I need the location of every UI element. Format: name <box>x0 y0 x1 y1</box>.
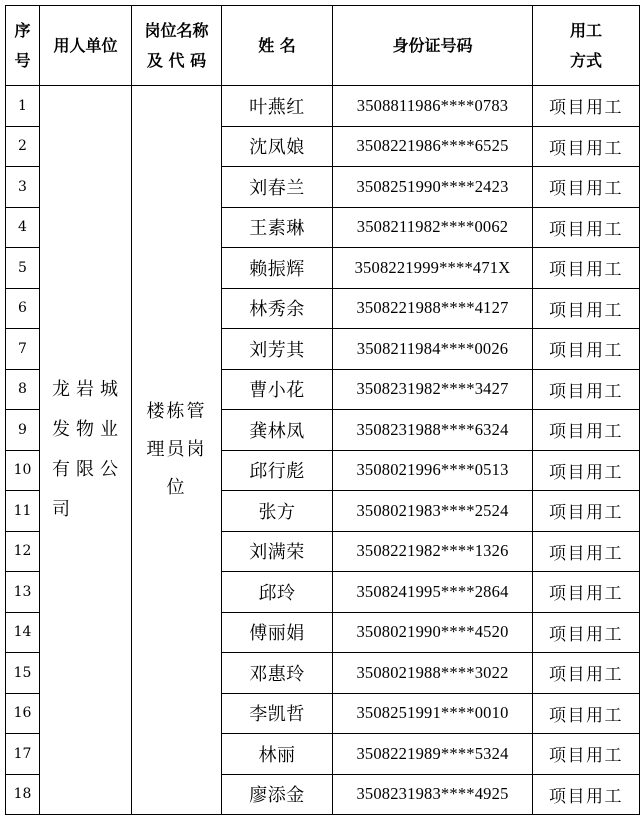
row-name: 林秀余 <box>222 288 333 329</box>
row-employment-mode: 项目用工 <box>533 369 640 410</box>
row-seq: 18 <box>6 774 40 815</box>
header-post-line-1: 岗位名称 <box>144 20 209 40</box>
row-employment-mode: 项目用工 <box>533 86 640 127</box>
row-name: 赖振辉 <box>222 248 333 289</box>
table-body <box>6 86 640 815</box>
header-mode-line-1: 用工 <box>569 20 602 40</box>
row-id-number: 3508021983****2524 <box>333 491 533 532</box>
row-employment-mode: 项目用工 <box>533 734 640 775</box>
row-name: 林丽 <box>222 734 333 775</box>
row-employment-mode: 项目用工 <box>533 167 640 208</box>
row-id-number: 3508221999****471X <box>333 248 533 289</box>
row-name: 曹小花 <box>222 369 333 410</box>
row-id-number: 3508251990****2423 <box>333 167 533 208</box>
header-mode-line-2: 方式 <box>569 50 602 70</box>
table-row <box>6 86 640 127</box>
row-name: 王素琳 <box>222 207 333 248</box>
row-employment-mode: 项目用工 <box>533 329 640 370</box>
row-employment-mode: 项目用工 <box>533 126 640 167</box>
row-employment-mode: 项目用工 <box>533 612 640 653</box>
row-seq: 15 <box>6 653 40 694</box>
row-name: 叶燕红 <box>222 86 333 127</box>
row-employment-mode: 项目用工 <box>533 774 640 815</box>
row-id-number: 3508021990****4520 <box>333 612 533 653</box>
row-name: 邱行彪 <box>222 450 333 491</box>
row-id-number: 3508231983****4925 <box>333 774 533 815</box>
staff-table <box>5 5 640 815</box>
row-seq: 4 <box>6 207 40 248</box>
row-id-number: 3508221989****5324 <box>333 734 533 775</box>
header-post <box>132 6 222 86</box>
row-seq: 13 <box>6 572 40 613</box>
row-name: 刘春兰 <box>222 167 333 208</box>
row-name: 傅丽娟 <box>222 612 333 653</box>
row-id-number: 3508211982****0062 <box>333 207 533 248</box>
row-id-number: 3508251991****0010 <box>333 693 533 734</box>
row-id-number: 3508231982****3427 <box>333 369 533 410</box>
row-name: 沈凤娘 <box>222 126 333 167</box>
row-employment-mode: 项目用工 <box>533 572 640 613</box>
row-employment-mode: 项目用工 <box>533 491 640 532</box>
row-name: 刘满荣 <box>222 531 333 572</box>
row-employment-mode: 项目用工 <box>533 288 640 329</box>
row-employment-mode: 项目用工 <box>533 531 640 572</box>
header-name: 姓 名 <box>222 6 333 86</box>
row-name: 廖添金 <box>222 774 333 815</box>
row-employment-mode: 项目用工 <box>533 410 640 451</box>
row-seq: 8 <box>6 369 40 410</box>
row-name: 张方 <box>222 491 333 532</box>
row-seq: 3 <box>6 167 40 208</box>
row-id-number: 3508811986****0783 <box>333 86 533 127</box>
post-name-cell: 楼栋管理员岗位 <box>132 86 222 815</box>
row-seq: 6 <box>6 288 40 329</box>
header-unit: 用人单位 <box>40 6 132 86</box>
row-id-number: 3508021996****0513 <box>333 450 533 491</box>
row-name: 刘芳其 <box>222 329 333 370</box>
row-seq: 10 <box>6 450 40 491</box>
row-employment-mode: 项目用工 <box>533 693 640 734</box>
row-name: 邓惠玲 <box>222 653 333 694</box>
row-seq: 9 <box>6 410 40 451</box>
row-seq: 17 <box>6 734 40 775</box>
header-row <box>6 6 640 86</box>
row-name: 李凯哲 <box>222 693 333 734</box>
header-seq <box>6 6 40 86</box>
row-id-number: 3508221982****1326 <box>333 531 533 572</box>
header-id: 身份证号码 <box>333 6 533 86</box>
row-seq: 2 <box>6 126 40 167</box>
row-id-number: 3508241995****2864 <box>333 572 533 613</box>
row-employment-mode: 项目用工 <box>533 653 640 694</box>
row-employment-mode: 项目用工 <box>533 207 640 248</box>
header-mode <box>533 6 640 86</box>
row-seq: 16 <box>6 693 40 734</box>
row-employment-mode: 项目用工 <box>533 450 640 491</box>
row-name: 龚林凤 <box>222 410 333 451</box>
row-id-number: 3508221986****6525 <box>333 126 533 167</box>
staff-table-container <box>5 5 640 815</box>
row-id-number: 3508221988****4127 <box>333 288 533 329</box>
row-seq: 5 <box>6 248 40 289</box>
row-id-number: 3508231988****6324 <box>333 410 533 451</box>
header-seq-line-1: 序 <box>14 20 31 40</box>
row-seq: 14 <box>6 612 40 653</box>
row-id-number: 3508211984****0026 <box>333 329 533 370</box>
row-seq: 1 <box>6 86 40 127</box>
header-post-line-2: 及 代 码 <box>146 50 207 70</box>
employer-unit-cell: 龙岩城发物业有限公司 <box>40 86 132 815</box>
row-employment-mode: 项目用工 <box>533 248 640 289</box>
row-seq: 12 <box>6 531 40 572</box>
row-seq: 7 <box>6 329 40 370</box>
header-seq-line-2: 号 <box>14 50 31 70</box>
row-seq: 11 <box>6 491 40 532</box>
row-name: 邱玲 <box>222 572 333 613</box>
row-id-number: 3508021988****3022 <box>333 653 533 694</box>
